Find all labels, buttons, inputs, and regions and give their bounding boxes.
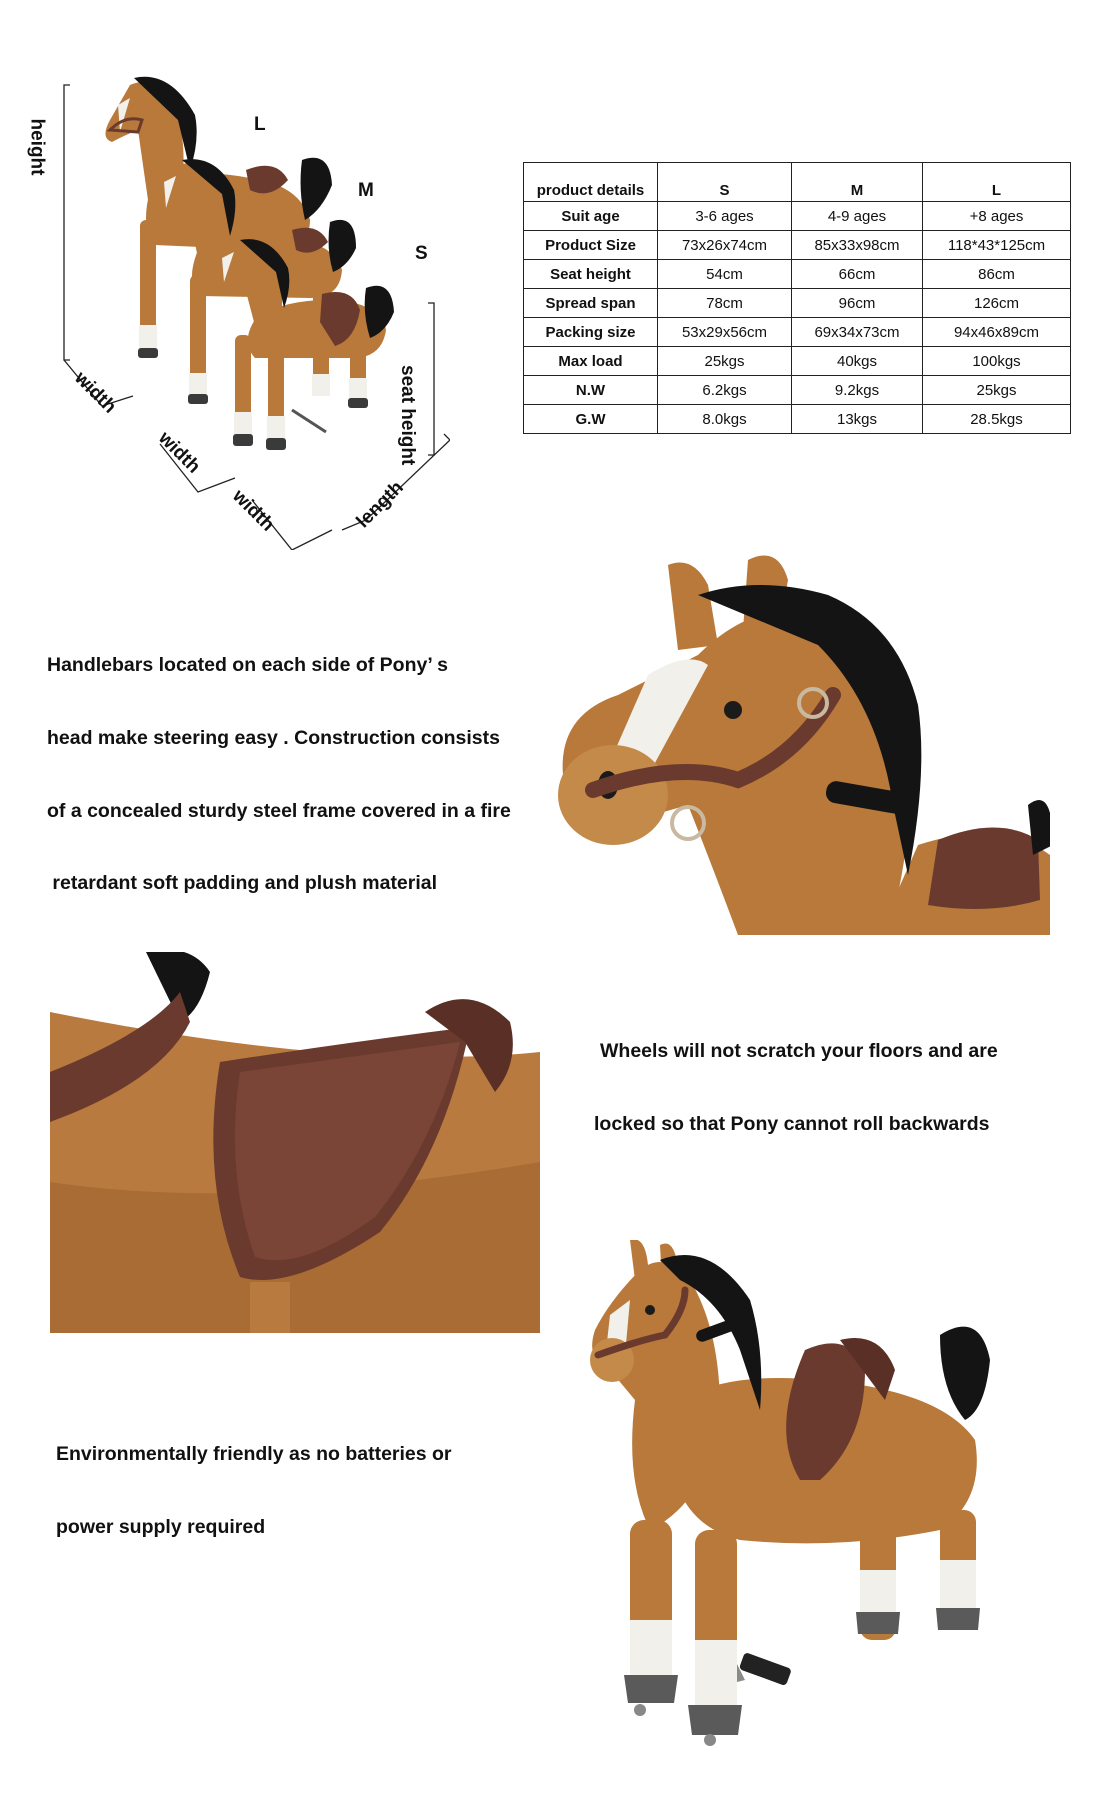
table-cell: 126cm [923, 289, 1071, 318]
width-label-m: width [154, 427, 205, 478]
width-label-s: width [228, 485, 279, 536]
seat-height-label: seat height [397, 365, 418, 466]
table-row [524, 231, 1071, 260]
table-row [524, 260, 1071, 289]
table-header-row [524, 163, 1071, 202]
table-cell: 100kgs [923, 347, 1071, 376]
size-letter-l: L [254, 114, 266, 135]
wheels-text-line-1: Wheels will not scratch your floors and are [600, 1040, 998, 1062]
table-row [524, 405, 1071, 434]
table-row [524, 376, 1071, 405]
width-label-l: width [70, 367, 121, 418]
length-label: length [352, 477, 408, 533]
table-cell: 86cm [923, 260, 1071, 289]
table-row [524, 289, 1071, 318]
eco-text-line-1: Environmentally friendly as no batteries or [56, 1443, 452, 1465]
table-cell: 69x34x73cm [792, 318, 923, 347]
eco-text-line-2: power supply required [56, 1516, 266, 1538]
size-diagram [26, 60, 450, 550]
table-cell: 9.2kgs [792, 376, 923, 405]
table-cell: +8 ages [923, 202, 1071, 231]
table-cell: 54cm [658, 260, 792, 289]
table-cell: 6.2kgs [658, 376, 792, 405]
table-row-label: N.W [524, 376, 658, 405]
size-diagram-graphic [30, 60, 450, 550]
table-body [524, 202, 1071, 434]
pony-head-photo [558, 555, 1050, 935]
size-letter-m: M [358, 180, 374, 201]
table-cell: 28.5kgs [923, 405, 1071, 434]
table-cell: 73x26x74cm [658, 231, 792, 260]
handlebars-text-line-2: head make steering easy . Construction consists [47, 727, 500, 749]
pony-full-body-photo [590, 1240, 1010, 1760]
table-row-label: Suit age [524, 202, 658, 231]
table-row-label: Product Size [524, 231, 658, 260]
height-label: height [26, 118, 48, 176]
handlebars-text-line-4: retardant soft padding and plush material [47, 872, 438, 894]
table-row-label: Max load [524, 347, 658, 376]
table-header-cell: S [658, 163, 792, 202]
table-cell: 66cm [792, 260, 923, 289]
table-cell: 13kgs [792, 405, 923, 434]
handlebars-text-line-3: of a concealed sturdy steel frame covered in a fire [47, 800, 511, 822]
saddle-closeup-photo [50, 952, 540, 1333]
table-row-label: G.W [524, 405, 658, 434]
table-cell: 53x29x56cm [658, 318, 792, 347]
table-cell: 25kgs [658, 347, 792, 376]
table-header-cell: L [923, 163, 1071, 202]
table-row [524, 202, 1071, 231]
table-cell: 25kgs [923, 376, 1071, 405]
table-row-label: Seat height [524, 260, 658, 289]
table-cell: 85x33x98cm [792, 231, 923, 260]
table-row [524, 347, 1071, 376]
table-header-cell: M [792, 163, 923, 202]
handlebars-text-line-1: Handlebars located on each side of Pony’ s [47, 654, 448, 676]
size-letter-s: S [415, 243, 428, 264]
table-row-label: Packing size [524, 318, 658, 347]
table-cell: 8.0kgs [658, 405, 792, 434]
table-cell: 78cm [658, 289, 792, 318]
table-cell: 3-6 ages [658, 202, 792, 231]
table-row [524, 318, 1071, 347]
table-cell: 4-9 ages [792, 202, 923, 231]
table-row-label: Spread span [524, 289, 658, 318]
product-details-table [523, 162, 1071, 434]
table-cell: 96cm [792, 289, 923, 318]
wheels-text-line-2: locked so that Pony cannot roll backwards [594, 1113, 990, 1135]
table-cell: 40kgs [792, 347, 923, 376]
table-cell: 118*43*125cm [923, 231, 1071, 260]
table-header-cell: product details [524, 163, 658, 202]
table-cell: 94x46x89cm [923, 318, 1071, 347]
